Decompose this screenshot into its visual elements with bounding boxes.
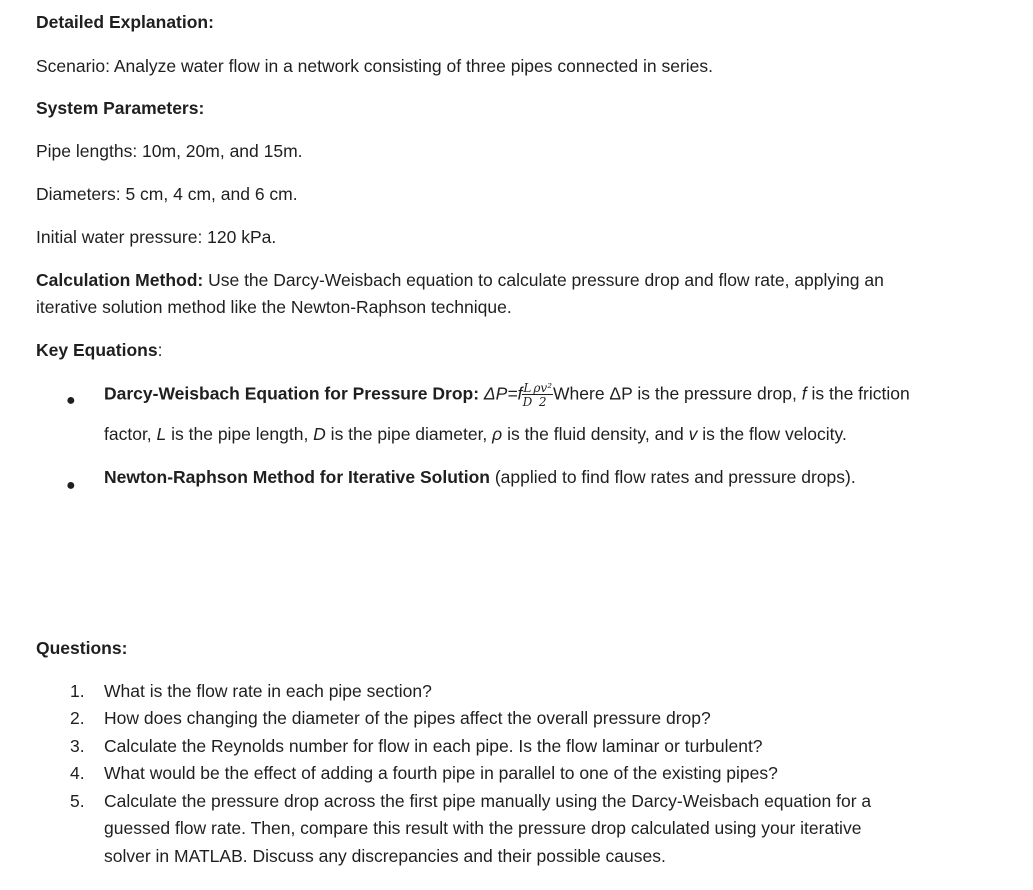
calculation-method-line1: Calculation Method: Use the Darcy-Weisbach equation to calculate pressure drop and flow rate, applying an (36, 270, 884, 290)
scenario-text: Scenario: Analyze water flow in a network consisting of three pipes connected in series. (36, 56, 714, 76)
calculation-method-line2: iterative solution method like the Newton-Raphson technique. (36, 297, 512, 317)
question-2: How does changing the diameter of the pipes affect the overall pressure drop? (104, 708, 711, 728)
question-4: What would be the effect of adding a fourth pipe in parallel to one of the existing pipes? (104, 763, 778, 783)
question-number: 1. (70, 681, 85, 701)
question-number: 5. (70, 791, 85, 811)
question-5-line2: guessed flow rate. Then, compare this result with the pressure drop calculated using your iterative (104, 818, 862, 838)
question-number: 4. (70, 763, 85, 783)
question-5-line1: Calculate the pressure drop across the first pipe manually using the Darcy-Weisbach equation for a (104, 791, 872, 811)
darcy-weisbach-line2: factor, L is the pipe length, D is the pipe diameter, ρ is the fluid density, and v is the flow velocity. (104, 424, 847, 444)
question-1: What is the flow rate in each pipe section? (104, 681, 432, 701)
diameters-text: Diameters: 5 cm, 4 cm, and 6 cm. (36, 184, 298, 204)
key-equations-heading: Key Equations: (36, 340, 163, 360)
bullet-dot: ● (66, 477, 76, 494)
bullet-dot: ● (66, 392, 76, 409)
question-number: 3. (70, 736, 85, 756)
newton-raphson-item: Newton-Raphson Method for Iterative Solution (applied to find flow rates and pressure drops). (104, 467, 856, 487)
detailed-explanation-heading: Detailed Explanation: (36, 12, 214, 32)
question-3: Calculate the Reynolds number for flow in each pipe. Is the flow laminar or turbulent? (104, 736, 763, 756)
question-5-line3: solver in MATLAB. Discuss any discrepancies and their possible causes. (104, 846, 666, 866)
questions-heading: Questions: (36, 638, 128, 658)
system-parameters-heading: System Parameters: (36, 98, 205, 118)
fraction-rho-v2-over-2: $\frac{\text{ρv²}}{2}$ (533, 381, 553, 409)
initial-pressure-text: Initial water pressure: 120 kPa. (36, 227, 277, 247)
darcy-weisbach-line1: Darcy-Weisbach Equation for Pressure Drop: ΔP=f $\frac{L}{D}$ $\frac{\text{ρv²}}{2}$ Where ΔP is the pressure drop, f is the friction (104, 381, 910, 409)
question-number: 2. (70, 708, 85, 728)
pipe-lengths-text: Pipe lengths: 10m, 20m, and 15m. (36, 141, 303, 161)
fraction-L-over-D: $\frac{L}{D}$ (522, 381, 533, 409)
